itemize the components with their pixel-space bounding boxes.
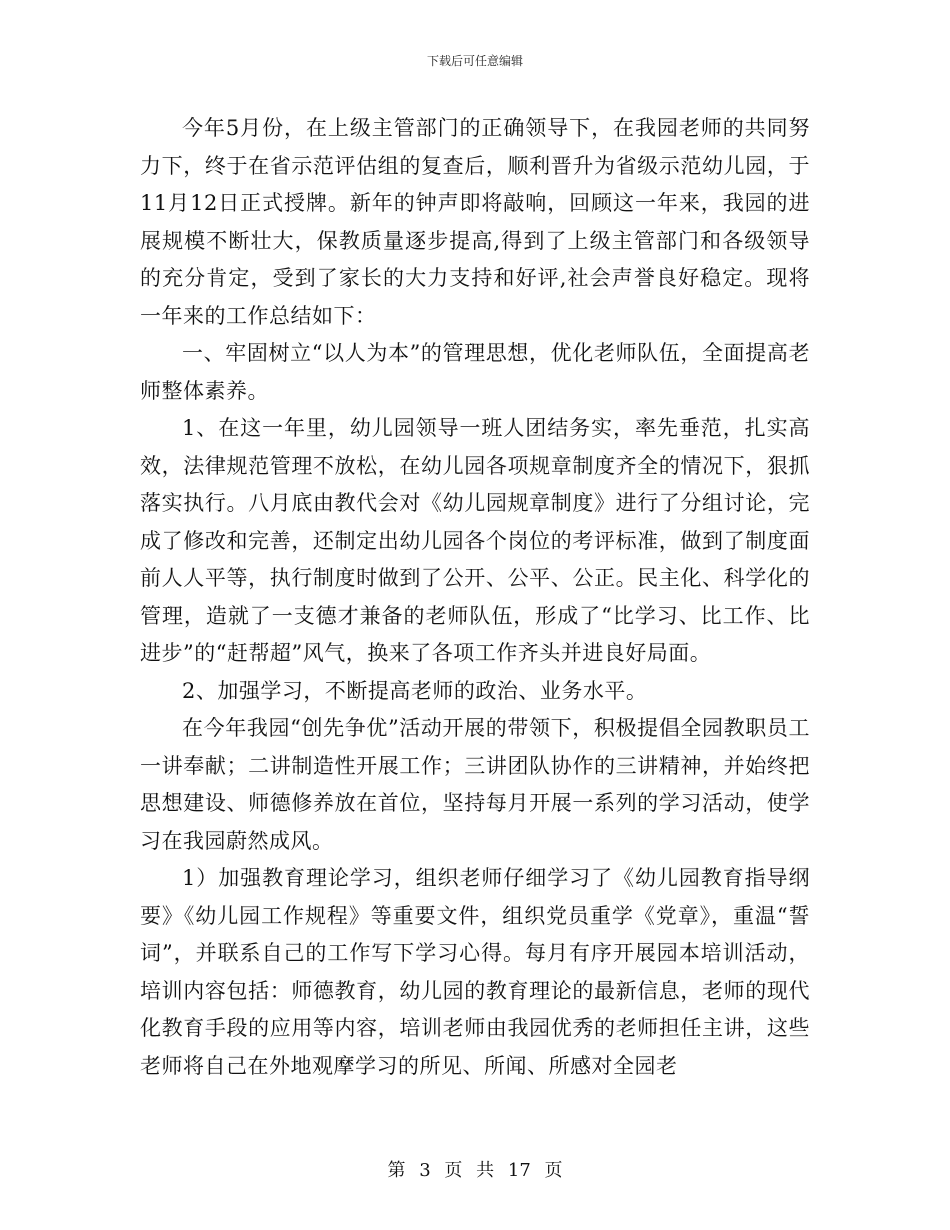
footer-suffix: 页 xyxy=(544,1160,563,1181)
paragraph-item-1: 1、在这一年里，幼儿园领导一班人团结务实，率先垂范，扎实高效，法律规范管理不放松，在幼儿园各项规章制度齐全的情况下，狠抓落实执行。八月底由教代会对《幼儿园规章制度》进行了分组讨论，完成了修改和完善，还制定出幼儿园各个岗位的考评标准，做到了制度面前人人平等，执行制度时做到了公开、公平、公正。民主化、科学化的管理，造就了一支德才兼备的老师队伍，形成了“比学习、比工作、比进步”的“赶帮超”风气，换来了各项工作齐头并进良好局面。 xyxy=(140,416,810,665)
footer-prefix: 第 xyxy=(387,1160,406,1181)
footer-total-label: 共 xyxy=(476,1160,495,1181)
total-pages-number: 17 xyxy=(507,1160,531,1181)
footer-page-label: 页 xyxy=(444,1160,463,1181)
paragraph-section-1-heading: 一、牢固树立“以人为本”的管理思想，优化老师队伍，全面提高老师整体素养。 xyxy=(140,341,810,403)
paragraph-item-2-body: 在今年我园“创先争优”活动开展的带领下，积极提倡全园教职员工一讲奉献；二讲制造性开展工作；三讲团队协作的三讲精神，并始终把思想建设、师德修养放在首位，坚持每月开展一系列的学习活动，使学习在我园蔚然成风。 xyxy=(140,716,810,853)
document-body xyxy=(140,110,810,1085)
header-note: 下载后可任意编辑 xyxy=(426,54,523,68)
paragraph-subitem-1: 1）加强教育理论学习，组织老师仔细学习了《幼儿园教育指导纲要》《幼儿园工作规程》等重要文件，组织党员重学《党章》，重温“誓词”，并联系自己的工作写下学习心得。每月有序开展园本培训活动，培训内容包括：师德教育，幼儿园的教育理论的最新信息，老师的现代化教育手段的应用等内容，培训老师由我园优秀的老师担任主讲，这些老师将自己在外地观摩学习的所见、所闻、所感对全园老 xyxy=(140,866,810,1078)
paragraph-intro: 今年5月份，在上级主管部门的正确领导下，在我园老师的共同努力下，终于在省示范评估组的复查后，顺利晋升为省级示范幼儿园，于11月12日正式授牌。新年的钟声即将敲响，回顾这一年来，我园的进展规模不断壮大，保教质量逐步提高,得到了上级主管部门和各级领导的充分肯定，受到了家长的大力支持和好评,社会声誉良好稳定。现将一年来的工作总结如下： xyxy=(140,116,810,328)
paragraph-item-2-heading: 2、加强学习，不断提高老师的政治、业务水平。 xyxy=(182,678,648,703)
current-page-number: 3 xyxy=(419,1160,431,1181)
page-footer xyxy=(0,1156,950,1182)
